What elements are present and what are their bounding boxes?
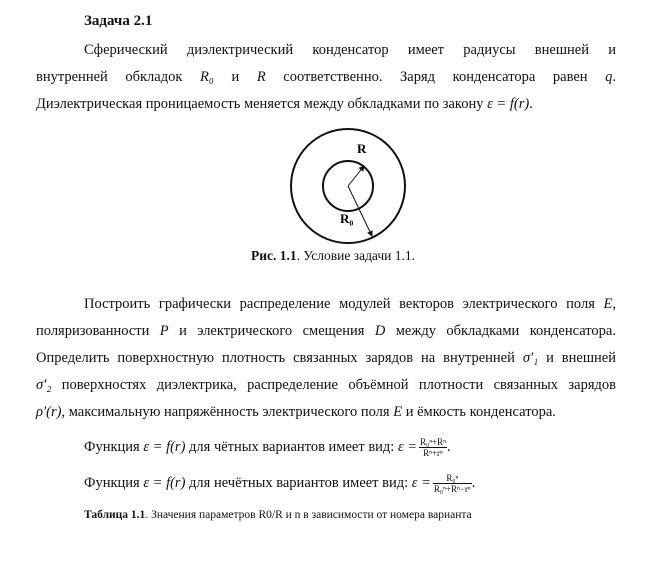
- function-odd: [84, 473, 624, 494]
- var-E: E: [393, 404, 403, 420]
- formula-eps: ε = f(r): [143, 439, 186, 455]
- text-span: поляризованности: [36, 323, 160, 339]
- para2-line4: [36, 375, 616, 395]
- fraction-denominator: Rⁿ+rⁿ: [423, 448, 443, 459]
- var-R: R: [256, 69, 266, 85]
- text-span: соответственно. Заряд конденсатора равен: [265, 69, 606, 85]
- text-span: и внешней: [538, 350, 616, 366]
- formula-eps-lhs: ε =: [411, 475, 431, 491]
- para1-line1: Сферический диэлектрический конденсатор имеет радиусы внешней и: [84, 42, 616, 58]
- text-span: .: [471, 475, 476, 491]
- table-title: [84, 509, 472, 521]
- text-span: и ёмкость конденсатора.: [402, 404, 556, 420]
- text-span: Определить поверхностную плотность связанных зарядов на внутренней: [36, 350, 523, 366]
- text-span: между обкладками конденсатора.: [385, 323, 616, 339]
- para2-line2: [36, 321, 616, 341]
- text-span: ,: [612, 296, 616, 312]
- text-span: Функция: [84, 475, 144, 491]
- caption-label: Рис. 1.1: [250, 248, 297, 263]
- label-R: R: [357, 141, 367, 156]
- radius-R-arrow: [348, 166, 364, 186]
- fraction-numerator: R₀ⁿ+Rⁿ: [420, 437, 446, 448]
- text-span: для нечётных вариантов имеет вид:: [185, 475, 412, 491]
- label-R0: R₀: [340, 211, 354, 226]
- var-sigma1: σ′₁: [522, 350, 539, 366]
- text-span: поверхностях диэлектрика, распределение объёмной плотности связанных зарядов: [51, 377, 616, 393]
- text-span: Функция: [84, 439, 144, 455]
- formula-eps: ε = f(r): [487, 96, 530, 112]
- text-span: Диэлектрическая проницаемость меняется между обкладками по закону: [36, 96, 488, 112]
- text-span: .: [612, 69, 616, 85]
- fraction-numerator: R₀ⁿ: [433, 473, 472, 484]
- formula-eps-lhs: ε =: [397, 439, 418, 455]
- var-D: D: [374, 323, 386, 339]
- function-even: [84, 437, 624, 458]
- text-span: внутренней обкладок: [36, 69, 200, 85]
- formula-eps: ε = f(r): [143, 475, 186, 491]
- problem-title: Задача 2.1: [84, 13, 153, 29]
- fraction-even: [419, 437, 447, 458]
- caption-text: . Условие задачи 1.1.: [296, 248, 416, 263]
- var-R0: R₀: [199, 69, 214, 85]
- var-sigma2: σ′₂: [36, 377, 52, 393]
- table-caption-text: . Значения параметров R0/R и n в зависимости от номера варианта: [145, 509, 472, 521]
- fraction-denominator: R₀ⁿ+Rⁿ−rⁿ: [433, 484, 471, 495]
- text-span: Построить графически распределение модулей векторов электрического поля: [84, 296, 604, 312]
- text-span: .: [446, 439, 451, 455]
- text-span: и электрического смещения: [168, 323, 375, 339]
- para2-line5: [36, 402, 616, 422]
- text-span: .: [529, 96, 533, 112]
- figure-caption: [0, 248, 666, 264]
- text-span: , максимальную напряжённость электрического поля: [61, 404, 394, 420]
- text-span: для чётных вариантов имеет вид:: [185, 439, 398, 455]
- text-span: и: [213, 69, 257, 85]
- fraction-odd: [433, 473, 472, 494]
- para2-line1: [84, 294, 616, 314]
- para2-line3: [36, 348, 616, 368]
- var-rho: ρ′(r): [36, 404, 62, 420]
- var-P: P: [159, 323, 169, 339]
- var-q: q: [605, 69, 613, 85]
- var-E: E: [603, 296, 613, 312]
- table-label: Таблица 1.1: [84, 509, 146, 521]
